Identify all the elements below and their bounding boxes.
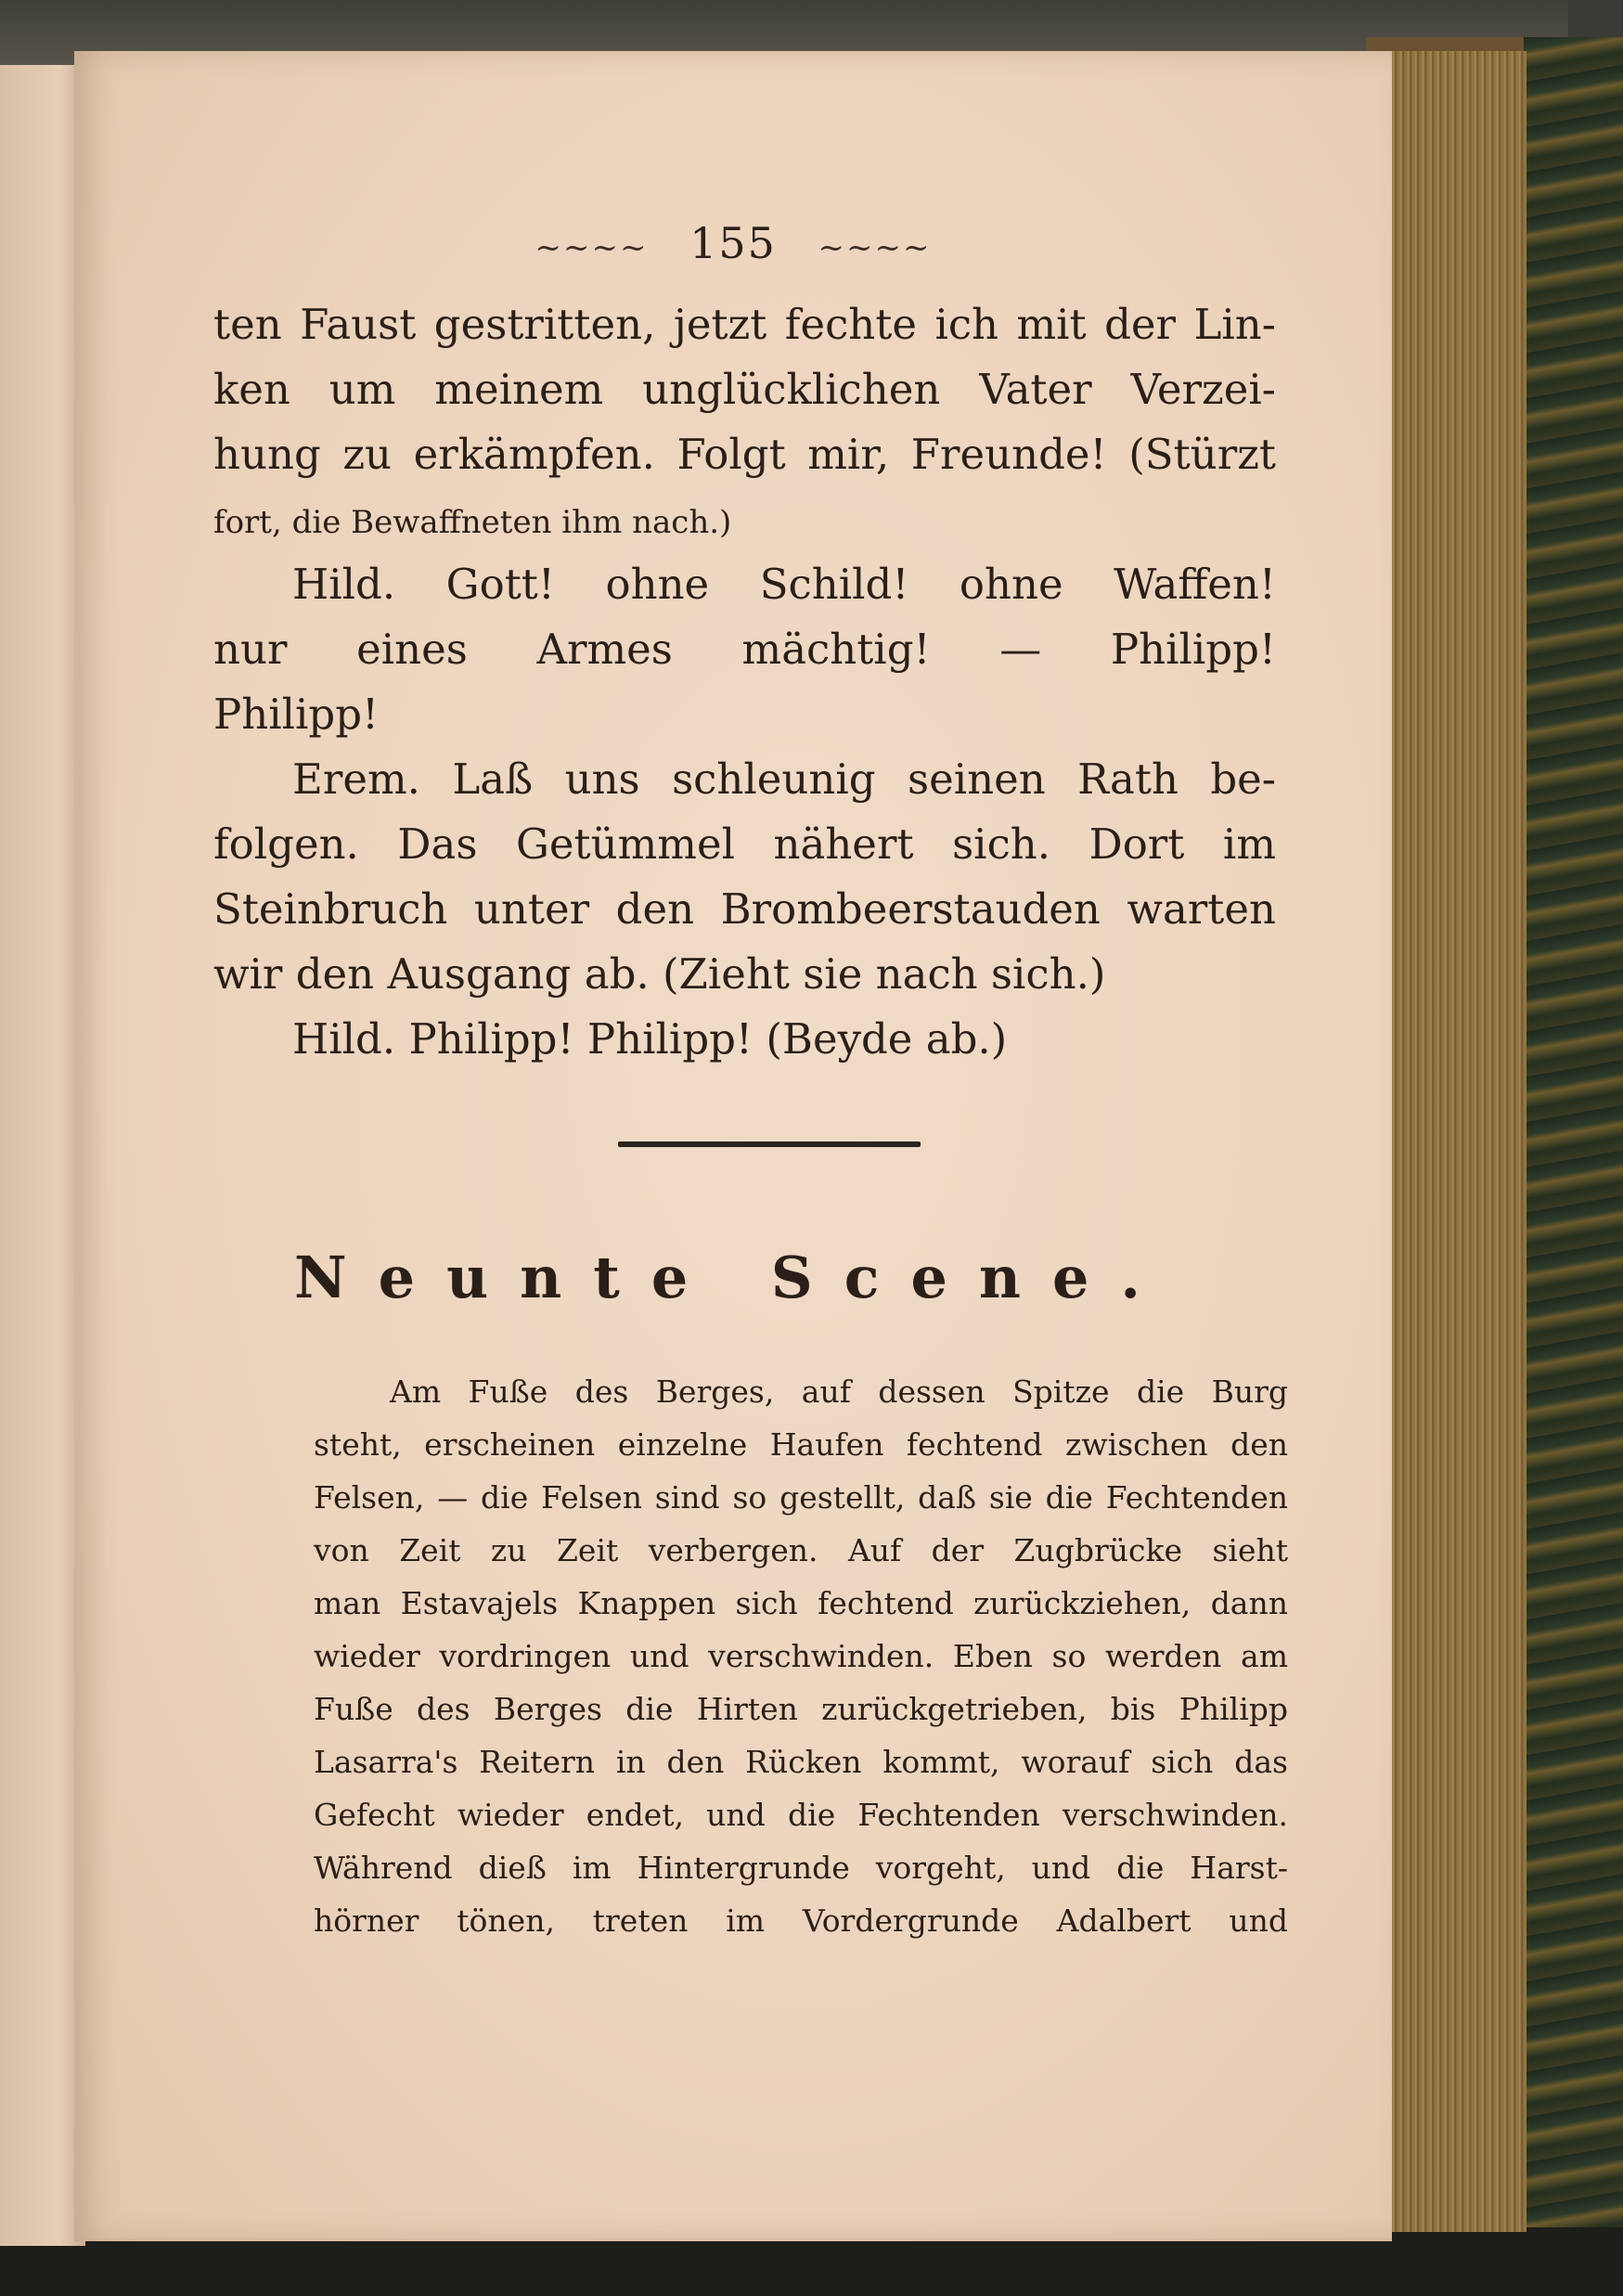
- dialogue-line: Philipp!: [213, 690, 380, 739]
- dialogue-line: Erem. Laß uns schleunig seinen Rath be-: [292, 755, 1276, 804]
- page-number: 155: [689, 218, 777, 268]
- dialogue-line: folgen. Das Getümmel nähert sich. Dort im: [213, 819, 1276, 869]
- dialogue-line: wir den Ausgang ab. (Zieht sie nach sich.): [213, 949, 1106, 999]
- scene-title: Neunte Scene.: [293, 1244, 1173, 1311]
- description-line: Während dieß im Hintergrunde vorgeht, und die Harst-: [314, 1850, 1288, 1886]
- book-page: [74, 51, 1392, 2241]
- dialogue-line: Steinbruch unter den Brombeerstauden warten: [213, 884, 1276, 934]
- left-page-edge: [0, 65, 85, 2246]
- description-line: Lasarra's Reitern in den Rücken kommt, worauf sich das: [314, 1744, 1288, 1780]
- description-line: Felsen, — die Felsen sind so gestellt, daß sie die Fechtenden: [314, 1479, 1288, 1516]
- description-line: wieder vordringen und verschwinden. Eben so werden am: [314, 1638, 1288, 1674]
- description-line: Gefecht wieder endet, und die Fechtenden verschwinden.: [314, 1797, 1288, 1833]
- dialogue-line: Hild. Gott! ohne Schild! ohne Waffen!: [292, 560, 1276, 609]
- description-line: von Zeit zu Zeit verbergen. Auf der Zugbrücke sieht: [314, 1532, 1288, 1568]
- description-line: man Estavajels Knappen sich fechtend zurückziehen, dann: [314, 1585, 1288, 1621]
- description-line: hörner tönen, treten im Vordergrunde Adalbert und: [314, 1903, 1288, 1939]
- dialogue-line: Hild. Philipp! Philipp! (Beyde ab.): [292, 1014, 1008, 1064]
- dialogue-line: nur eines Armes mächtig! — Philipp!: [213, 625, 1276, 674]
- description-line: Fuße des Berges die Hirten zurückgetrieben, bis Philipp: [314, 1691, 1288, 1727]
- page-header: [74, 218, 1392, 268]
- stage-direction: fort, die Bewaffneten ihm nach.): [213, 504, 732, 541]
- description-line: Am Fuße des Berges, auf dessen Spitze die Burg: [390, 1374, 1288, 1410]
- ornament-right: ~~~~: [818, 229, 932, 266]
- section-rule: [618, 1142, 921, 1147]
- dialogue-line: ken um meinem unglücklichen Vater Verzei-: [213, 365, 1276, 414]
- dialogue-line: ten Faust gestritten, jetzt fechte ich mit der Lin-: [213, 300, 1276, 349]
- book-cover-right: [1522, 37, 1623, 2296]
- ornament-left: ~~~~: [535, 229, 649, 266]
- dialogue-line: hung zu erkämpfen. Folgt mir, Freunde! (Stürzt: [213, 430, 1276, 479]
- description-line: steht, erscheinen einzelne Haufen fechtend zwischen den: [314, 1426, 1288, 1463]
